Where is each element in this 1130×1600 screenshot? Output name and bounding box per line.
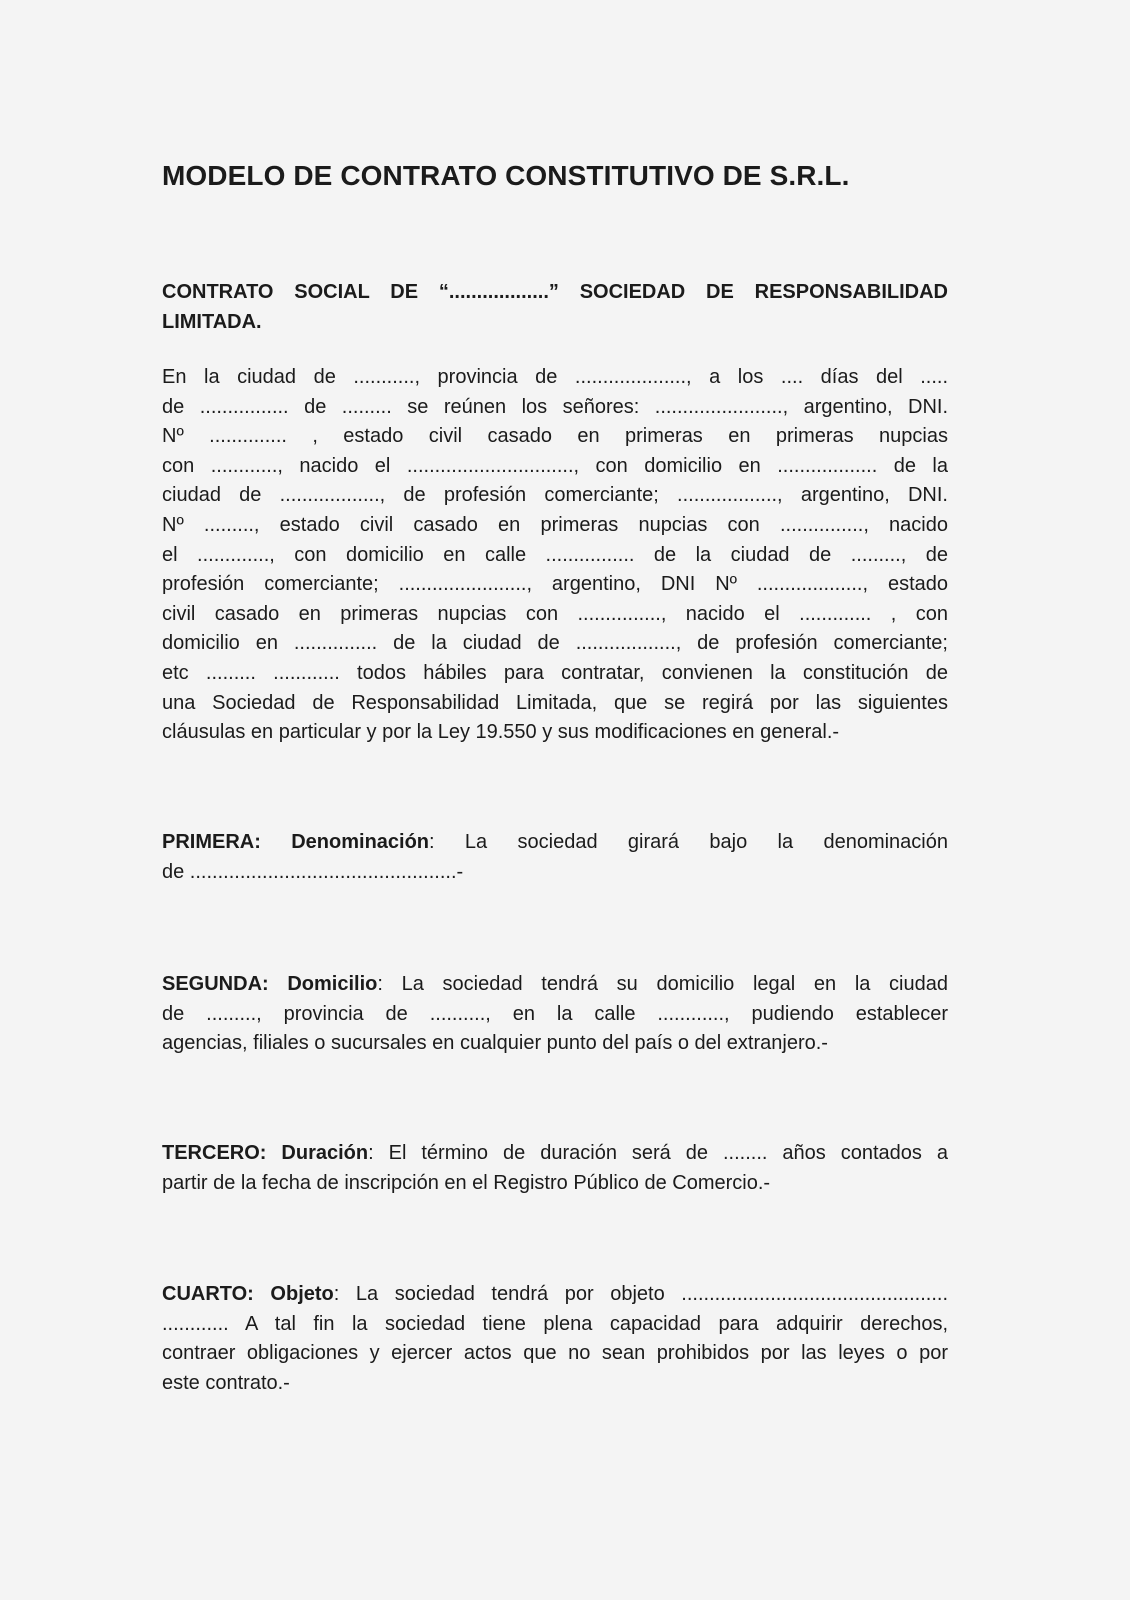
text-segment: de ................ de ......... se reúnen los señores: ......................., argentino, DNI. (162, 395, 948, 418)
text-segment: civil casado en primeras nupcias con ..............., nacido el ............. , con (162, 602, 948, 625)
text-segment: este contrato.- (162, 1371, 290, 1394)
text-line (162, 1280, 948, 1310)
text-segment: Nº ........., estado civil casado en primeras nupcias con ..............., nacido (162, 513, 948, 536)
text-line (162, 1029, 948, 1059)
text-segment: : La sociedad tendrá por objeto ................................................ (333, 1283, 949, 1305)
text-segment: partir de la fecha de inscripción en el Registro Público de Comercio.- (162, 1171, 771, 1194)
bold-text: LIMITADA. (162, 310, 262, 333)
text-segment: : El término de duración será de ........ años contados a (368, 1142, 948, 1164)
text-line (162, 541, 948, 571)
text-line (162, 363, 948, 393)
text-segment: cláusulas en particular y por la Ley 19.550 y sus modificaciones en general.- (162, 721, 840, 744)
text-line (162, 828, 948, 858)
text-line (162, 689, 948, 719)
intro-paragraph (162, 363, 948, 748)
text-segment: de ................................................- (162, 860, 464, 883)
text-line (162, 600, 948, 630)
text-segment: con ............, nacido el .............................., con domicilio en .................. de la (162, 454, 948, 477)
bold-text: CUARTO: Objeto (162, 1283, 334, 1305)
text-segment: domicilio en ............... de la ciudad de .................., de profesión comerciante; (162, 632, 948, 655)
text-segment: de ........., provincia de .........., en la calle ............, pudiendo establecer (162, 1002, 948, 1025)
text-segment: : La sociedad tendrá su domicilio legal en la ciudad (377, 973, 948, 995)
text-segment: ............ A tal fin la sociedad tiene plena capacidad para adquirir derechos, (162, 1312, 948, 1335)
contract-heading (162, 278, 948, 337)
text-line (162, 718, 948, 748)
text-segment: agencias, filiales o sucursales en cualquier punto del país o del extranjero.- (162, 1032, 828, 1055)
text-segment: ciudad de .................., de profesión comerciante; .................., argentino, DNI. (162, 484, 948, 507)
text-segment (261, 831, 291, 853)
text-line (162, 452, 948, 482)
bold-text: PRIMERA: (162, 831, 261, 853)
text-line (162, 1000, 948, 1030)
text-segment: : La sociedad girará bajo la denominación (429, 831, 948, 853)
text-line (162, 393, 948, 423)
bold-text: Denominación (291, 831, 430, 853)
text-segment: una Sociedad de Responsabilidad Limitada, que se regirá por las siguientes (162, 691, 948, 714)
text-segment: Nº .............. , estado civil casado en primeras en primeras nupcias (162, 425, 948, 448)
text-line (162, 970, 948, 1000)
text-line (162, 481, 948, 511)
bold-text: TERCERO: Duración (162, 1142, 369, 1164)
text-line (162, 422, 948, 452)
clause-primera (162, 828, 948, 887)
text-line (162, 570, 948, 600)
text-segment: etc ......... ............ todos hábiles para contratar, convienen la constitución de (162, 661, 948, 684)
text-line (162, 308, 948, 338)
text-segment: profesión comerciante; ......................., argentino, DNI Nº ..................., estado (162, 573, 948, 596)
text-line (162, 1310, 948, 1340)
text-line (162, 1339, 948, 1369)
text-line (162, 629, 948, 659)
text-line (162, 1369, 948, 1399)
bold-text: CONTRATO SOCIAL DE “..................” SOCIEDAD DE RESPONSABILIDAD (162, 281, 948, 303)
clause-tercero (162, 1139, 948, 1198)
text-segment: el ............., con domicilio en calle ................ de la ciudad de ........., de (162, 543, 948, 566)
clause-segunda (162, 970, 948, 1059)
text-line (162, 1139, 948, 1169)
text-segment: contraer obligaciones y ejercer actos que no sean prohibidos por las leyes o por (162, 1342, 948, 1365)
text-line (162, 1169, 948, 1199)
text-line (162, 858, 948, 888)
text-segment: En la ciudad de ..........., provincia de ...................., a los .... días del ..... (162, 366, 948, 388)
text-line (162, 511, 948, 541)
clause-cuarto (162, 1280, 948, 1398)
bold-text: SEGUNDA: Domicilio (162, 973, 378, 995)
text-line (162, 659, 948, 689)
text-line (162, 278, 948, 308)
document-title: MODELO DE CONTRATO CONSTITUTIVO DE S.R.L. (162, 160, 850, 191)
